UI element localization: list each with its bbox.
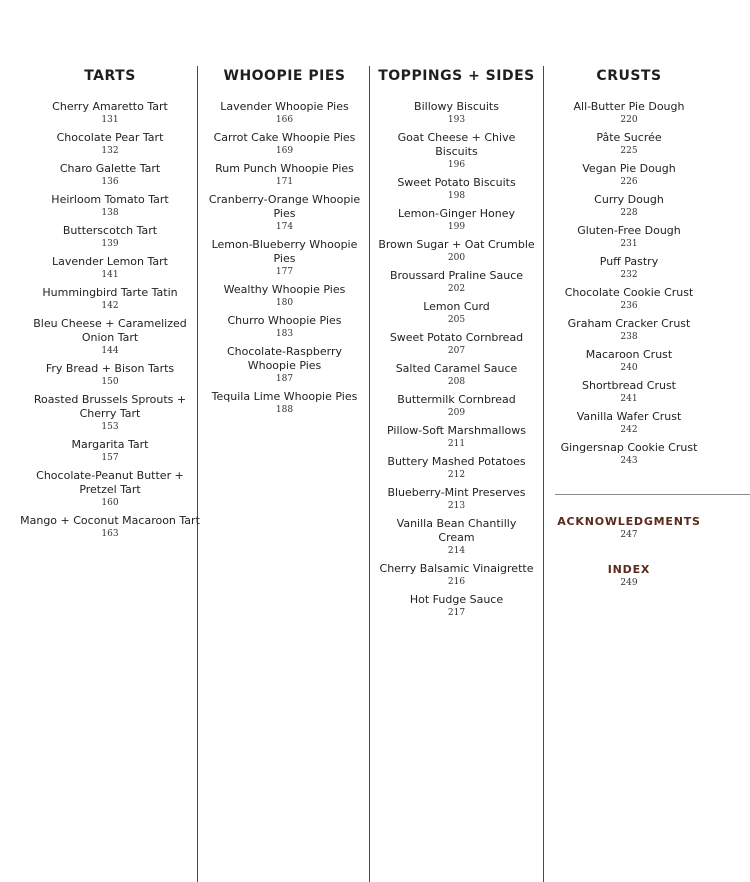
entry-title: Cherry Amaretto Tart [52,100,168,113]
entry-page-number: 202 [447,284,466,294]
entry-page-number: 174 [275,222,294,232]
entry-page-number: 141 [101,270,119,280]
toc-entry[interactable] [378,100,535,126]
toc-entry[interactable] [20,393,200,433]
toc-entry[interactable] [378,331,535,357]
entry-title: Curry Dough [594,193,664,206]
toc-entry[interactable] [20,317,200,357]
section-heading-tarts: TARTS [84,68,136,84]
entry-page-number: 157 [101,453,119,463]
toc-entry[interactable] [378,131,535,171]
entry-page-number: 163 [101,529,119,539]
entry-page-number: 177 [275,267,294,277]
entry-page-number: 139 [101,239,119,249]
toc-entry[interactable] [378,424,535,450]
entry-page-number: 242 [620,425,638,435]
entry-title: Hot Fudge Sauce [409,593,504,606]
acknowledgments-page: 247 [620,530,638,540]
toc-entry[interactable] [20,193,200,219]
entry-title: Shortbread Crust [582,379,676,392]
section-heading-crusts: CRUSTS [596,68,662,84]
entry-page-number: 217 [447,608,466,618]
toc-entry[interactable] [207,238,362,278]
entry-page-number: 153 [101,422,119,432]
entry-page-number: 166 [275,115,294,125]
toc-entry[interactable] [378,269,535,295]
entry-page-number: 160 [101,498,119,508]
toc-entry[interactable] [555,162,703,188]
toc-entry[interactable] [555,286,703,312]
entry-page-number: 207 [447,346,466,356]
entry-title: Vanilla Bean Chantilly Cream [396,517,517,544]
entry-title: Macaroon Crust [585,348,673,361]
toc-entry[interactable] [20,224,200,250]
entry-title: Blueberry-Mint Preserves [387,486,526,499]
entry-title: Fry Bread + Bison Tarts [45,362,175,375]
entry-page-number: 142 [101,301,119,311]
toc-entry[interactable] [207,193,362,233]
entry-list-crusts [555,100,703,467]
entry-title: Lavender Lemon Tart [52,255,168,268]
entry-title: Cranberry-Orange Whoopie Pies [208,193,361,220]
toc-entry[interactable] [207,162,362,188]
toc-entry[interactable] [20,362,200,388]
entry-title: Chocolate-Peanut Butter + Pretzel Tart [36,469,184,496]
toc-column-crusts [555,66,703,472]
toc-entry[interactable] [555,193,703,219]
entry-page-number: 209 [447,408,466,418]
entry-page-number: 199 [447,222,466,232]
entry-title: Gluten-Free Dough [577,224,681,237]
entry-page-number: 132 [101,146,119,156]
toc-entry[interactable] [555,131,703,157]
toc-entry[interactable] [378,300,535,326]
entry-title: Sweet Potato Biscuits [397,176,516,189]
toc-entry[interactable] [207,390,362,416]
entry-page-number: 136 [101,177,119,187]
toc-entry[interactable] [20,100,200,126]
entry-title: Margarita Tart [71,438,149,451]
entry-title: Salted Caramel Sauce [395,362,518,375]
section-heading-whoopie-pies: WHOOPIE PIES [223,68,346,84]
entry-title: Lavender Whoopie Pies [220,100,349,113]
column-divider-2 [369,66,370,882]
column-divider-3 [543,66,544,882]
section-heading-toppings-sides: TOPPINGS + SIDES [378,68,535,84]
entry-page-number: 187 [275,374,294,384]
entry-page-number: 220 [620,115,638,125]
entry-page-number: 241 [620,394,638,404]
entry-page-number: 188 [275,405,294,415]
entry-page-number: 228 [620,208,638,218]
entry-list-toppings-sides [378,100,535,619]
index-title: INDEX [607,563,651,576]
entry-page-number: 238 [620,332,638,342]
entry-title: Pillow-Soft Marshmallows [387,424,526,437]
section-rule [555,494,750,495]
entry-title: Rum Punch Whoopie Pies [215,162,354,175]
entry-page-number: 208 [447,377,466,387]
entry-page-number: 211 [447,439,466,449]
entry-title: Puff Pastry [599,255,659,268]
entry-page-number: 225 [620,146,638,156]
entry-page-number: 138 [101,208,119,218]
entry-list-whoopie-pies [207,100,362,416]
toc-entry[interactable] [378,455,535,481]
entry-page-number: 198 [447,191,466,201]
toc-entry[interactable] [378,486,535,512]
entry-title: Vanilla Wafer Crust [576,410,682,423]
entry-page-number: 216 [447,577,466,587]
entry-page-number: 226 [620,177,638,187]
toc-entry[interactable] [20,469,200,509]
entry-title: Tequila Lime Whoopie Pies [211,390,358,403]
entry-page-number: 243 [620,456,638,466]
entry-title: Goat Cheese + Chive Biscuits [397,131,516,158]
entry-title: Churro Whoopie Pies [227,314,342,327]
entry-page-number: 232 [620,270,638,280]
entry-page-number: 196 [447,160,466,170]
toc-entry[interactable] [555,379,703,405]
entry-title: Heirloom Tomato Tart [51,193,169,206]
entry-title: Chocolate Cookie Crust [564,286,694,299]
toc-entry[interactable] [20,255,200,281]
toc-entry-acknowledgments[interactable] [555,514,703,541]
entry-page-number: 236 [620,301,638,311]
toc-entry[interactable] [207,345,362,385]
entry-page-number: 144 [101,346,119,356]
toc-entry[interactable] [20,514,200,540]
toc-entry[interactable] [555,255,703,281]
entry-title: Chocolate-Raspberry Whoopie Pies [227,345,342,372]
entry-title: Pâte Sucrée [596,131,662,144]
entry-page-number: 131 [101,115,119,125]
entry-page-number: 171 [275,177,294,187]
toc-entry[interactable] [20,162,200,188]
entry-page-number: 150 [101,377,119,387]
toc-entry[interactable] [378,517,535,557]
toc-entry[interactable] [378,362,535,388]
toc-entry[interactable] [378,176,535,202]
entry-page-number: 205 [447,315,466,325]
acknowledgments-title: ACKNOWLEDGMENTS [557,515,701,528]
entry-title: Carrot Cake Whoopie Pies [213,131,356,144]
entry-title: Sweet Potato Cornbread [389,331,524,344]
toc-entry[interactable] [20,131,200,157]
entry-page-number: 180 [275,298,294,308]
toc-column-toppings-sides [378,66,535,624]
entry-page-number: 212 [447,470,466,480]
entry-title: Vegan Pie Dough [582,162,676,175]
entry-title: Buttermilk Cornbread [397,393,516,406]
entry-page-number: 193 [447,115,466,125]
toc-entry-index[interactable] [555,562,703,589]
toc-entry[interactable] [555,224,703,250]
toc-entry[interactable] [207,100,362,126]
entry-title: Lemon-Blueberry Whoopie Pies [211,238,358,265]
toc-entry[interactable] [20,286,200,312]
entry-title: Lemon Curd [423,300,490,313]
entry-title: Billowy Biscuits [414,100,499,113]
entry-title: All-Butter Pie Dough [573,100,685,113]
entry-title: Hummingbird Tarte Tatin [42,286,178,299]
index-page: 249 [620,578,638,588]
entry-page-number: 213 [447,501,466,511]
entry-title: Buttery Mashed Potatoes [387,455,526,468]
entry-title: Broussard Praline Sauce [389,269,524,282]
entry-list-tarts [20,100,200,540]
toc-entry[interactable] [207,131,362,157]
toc-entry[interactable] [378,207,535,233]
entry-page-number: 231 [620,239,638,249]
entry-title: Lemon-Ginger Honey [397,207,516,220]
toc-entry[interactable] [555,348,703,374]
entry-title: Butterscotch Tart [62,224,158,237]
entry-title: Roasted Brussels Sprouts + Cherry Tart [33,393,187,420]
toc-entry[interactable] [20,438,200,464]
entry-title: Cherry Balsamic Vinaigrette [379,562,534,575]
entry-page-number: 200 [447,253,466,263]
toc-entry[interactable] [555,410,703,436]
toc-entry[interactable] [378,238,535,264]
toc-entry[interactable] [207,314,362,340]
entry-title: Gingersnap Cookie Crust [560,441,698,454]
toc-entry[interactable] [555,441,703,467]
entry-page-number: 240 [620,363,638,373]
toc-column-whoopie-pies [207,66,362,421]
entry-title: Mango + Coconut Macaroon Tart [20,514,200,527]
toc-entry[interactable] [378,562,535,588]
entry-title: Graham Cracker Crust [567,317,691,330]
entry-page-number: 183 [275,329,294,339]
entry-title: Wealthy Whoopie Pies [223,283,346,296]
entry-title: Chocolate Pear Tart [56,131,164,144]
entry-title: Bleu Cheese + Caramelized Onion Tart [33,317,187,344]
toc-entry[interactable] [378,593,535,619]
toc-entry[interactable] [207,283,362,309]
entry-title: Brown Sugar + Oat Crumble [378,238,535,251]
toc-entry[interactable] [555,317,703,343]
toc-entry[interactable] [378,393,535,419]
toc-column-tarts [20,66,200,545]
entry-title: Charo Galette Tart [59,162,161,175]
entry-page-number: 214 [447,546,466,556]
entry-page-number: 169 [275,146,294,156]
toc-entry[interactable] [555,100,703,126]
